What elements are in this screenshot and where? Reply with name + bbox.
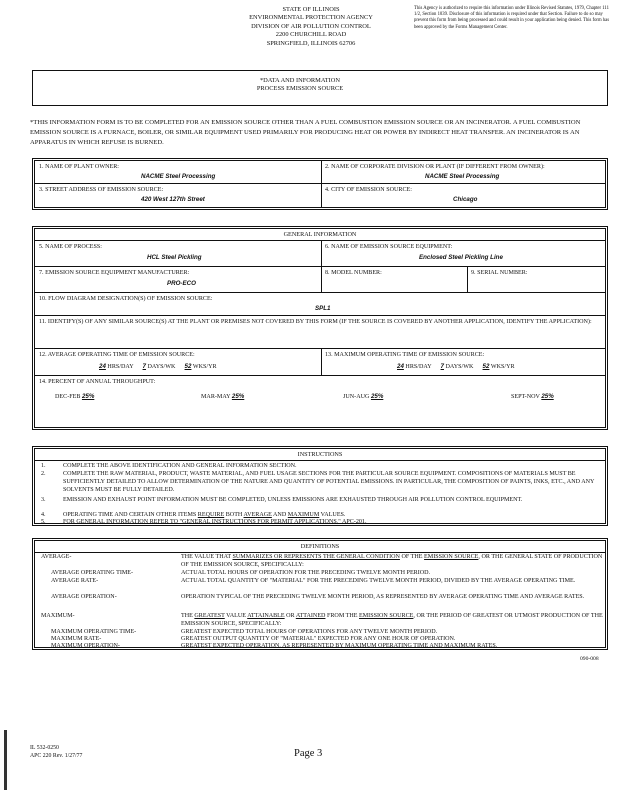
- definition-text: VALUE: [224, 613, 248, 619]
- similar-sources-label: 11. IDENTIFY(S) OF ANY SIMILAR SOURCE(S) AT THE PLANT OR PREMISES NOT COVERED BY THIS FORM (IF THE SOURCE IS COVERED BY ANOTHER APPLICATION, IDENTIFY THE APPLICATION):: [39, 319, 592, 325]
- definition-text: OF THE: [399, 554, 425, 560]
- manufacturer-label: 7. EMISSION SOURCE EQUIPMENT MANUFACTURER:: [39, 270, 190, 276]
- definition-term-average-operation: AVERAGE OPERATION-: [51, 594, 117, 600]
- street-address-label: 3. STREET ADDRESS OF EMISSION SOURCE:: [39, 187, 164, 193]
- form-title-box: [32, 70, 608, 106]
- divider: [35, 292, 605, 293]
- general-information-title: GENERAL INFORMATION: [283, 231, 357, 238]
- hours-unit: HRS/DAY: [107, 364, 134, 370]
- definition-maximum: [181, 613, 603, 629]
- definitions-title: DEFINITIONS: [300, 543, 340, 550]
- quarter-dec-feb: [55, 393, 94, 401]
- maximum-operating-time-values: [397, 363, 515, 371]
- definition-maximum-operation: GREATEST EXPECTED OPERATION, AS REPRESENTED BY MAXIMUM OPERATING TIME AND MAXIMUM RATES.: [181, 643, 498, 649]
- divider: [35, 552, 605, 553]
- divider: [35, 183, 605, 184]
- instruction-4-emphasis: REQUIRE: [197, 512, 225, 518]
- divider: [35, 266, 605, 267]
- divider: [35, 348, 605, 349]
- city-label: 4. CITY OF EMISSION SOURCE:: [325, 187, 412, 193]
- maximum-operating-time-label: 13. MAXIMUM OPERATING TIME OF EMISSION SOURCE:: [325, 352, 485, 358]
- quarter-jun-aug-field[interactable]: 25%: [370, 393, 384, 400]
- quarter-label: DEC-FEB: [55, 394, 81, 400]
- annual-throughput-label: 14. PERCENT OF ANNUAL THROUGHPUT:: [39, 379, 156, 385]
- instructions-section: [32, 446, 608, 526]
- divider: [35, 375, 605, 376]
- form-identifier: [30, 744, 82, 760]
- definition-maximum-operating-time: GREATEST EXPECTED TOTAL HOURS OF OPERATIONS FOR ANY TWELVE MONTH PERIOD.: [181, 629, 438, 635]
- definition-emphasis: SUMMARIZES OR REPRESENTS THE GENERAL CONDITION: [232, 554, 400, 560]
- definition-text: THE VALUE THAT: [181, 554, 233, 560]
- manufacturer-field[interactable]: PRO-ECO: [167, 280, 196, 287]
- definition-term-maximum-rate: MAXIMUM RATE-: [51, 636, 102, 642]
- header-line: DIVISION OF AIR POLLUTION CONTROL: [251, 22, 371, 30]
- divider: [321, 348, 322, 375]
- days-unit: DAYS/WK: [147, 364, 176, 370]
- days-unit: DAYS/WK: [445, 364, 474, 370]
- divider: [35, 240, 605, 241]
- definition-text: THE: [181, 613, 195, 619]
- definition-emphasis: EMISSION SOURCE: [424, 554, 479, 560]
- authorization-notice: This Agency is authorized to require this information under Illinois Revised Statutes, 1979, Chapter 111 1/2, Section 1039. Disclosure of this information is required under that Section. Failure to do so may prevent this form from being processed and could result in your application being denied. This form has been approved by the Forms Management Center.: [414, 6, 610, 30]
- owner-section: [32, 158, 608, 210]
- hours-unit: HRS/DAY: [405, 364, 432, 370]
- weeks-unit: WKS/YR: [192, 364, 217, 370]
- instruction-4-text: BOTH: [224, 512, 244, 518]
- definition-maximum-rate: GREATEST OUTPUT QUANTITY OF "MATERIAL" EXPECTED FOR ANY ONE HOUR OF OPERATION.: [181, 636, 456, 642]
- definition-term-average: AVERAGE-: [41, 554, 72, 560]
- definition-emphasis: EMISSION SOURCE: [359, 613, 414, 619]
- instruction-number: 3.: [41, 497, 46, 503]
- divider: [467, 266, 468, 292]
- scan-edge-mark: [4, 730, 7, 790]
- form-id-line: IL 532-0250: [30, 745, 59, 751]
- form-id-line: APC 220 Rev. 1/27/77: [30, 753, 83, 759]
- header-line: ENVIRONMENTAL PROTECTION AGENCY: [249, 14, 373, 22]
- instruction-3: EMISSION AND EXHAUST POINT INFORMATION MUST BE COMPLETED, UNLESS EMISSIONS ARE EXHAUSTED THROUGH AIR POLLUTION CONTROL EQUIPMENT.: [63, 497, 523, 503]
- definition-emphasis: GREATEST: [194, 613, 225, 619]
- average-weeks-field[interactable]: 52: [184, 363, 192, 370]
- instructions-title: INSTRUCTIONS: [297, 451, 343, 458]
- process-name-label: 5. NAME OF PROCESS:: [39, 244, 102, 250]
- quarter-jun-aug: [343, 393, 383, 401]
- header-line: 2200 CHURCHILL ROAD: [275, 31, 347, 39]
- divider: [321, 161, 322, 207]
- instruction-4-emphasis: AVERAGE: [243, 512, 272, 518]
- form-title: [33, 77, 607, 93]
- quarter-sept-nov: [511, 393, 554, 401]
- quarter-sept-nov-field[interactable]: 25%: [541, 393, 554, 400]
- agency-header: [236, 6, 386, 48]
- header-line: SPRINGFIELD, ILLINOIS 62706: [266, 39, 356, 47]
- definition-term-average-rate: AVERAGE RATE-: [51, 578, 99, 584]
- corporate-division-label: 2. NAME OF CORPORATE DIVISION OR PLANT (IF DIFFERENT FROM OWNER):: [325, 164, 545, 170]
- instruction-number: 2.: [41, 471, 46, 477]
- quarter-mar-may-field[interactable]: 25%: [231, 393, 245, 400]
- definition-average-rate: ACTUAL TOTAL QUANTITY OF "MATERIAL" FOR THE PRECEDING TWELVE MONTH PERIOD, DIVIDED BY THE AVERAGE OPERATING TIME.: [181, 578, 576, 584]
- instruction-2: COMPLETE THE RAW MATERIAL, PRODUCT, WASTE MATERIAL, AND FUEL USAGE SECTIONS FOR THE PARTICULAR SOURCE EQUIPMENT. COMPOSITIONS OF MATERIALS MUST BE SUFFICIENTLY DETAILED TO ALLOW DETERMINATION OF THE NATURE AND QUANTITY OF POTENTIAL EMISSIONS. IN PARTICULAR, THE COMPOSITION OF PAINTS, INKS, ETC., AND ANY SOLVENTS MUST BE FULLY DETAILED.: [63, 471, 595, 493]
- street-address-field[interactable]: 420 West 127th Street: [141, 196, 205, 203]
- divider: [35, 315, 605, 316]
- definition-text: , OR THE GENERAL STATE OF PRODUCTION OF THE EMISSION SOURCE, SPECIFICALLY:: [181, 554, 603, 568]
- maximum-hours-field[interactable]: 24: [397, 363, 404, 370]
- header-line: STATE OF ILLINOIS: [282, 6, 340, 13]
- process-name-field[interactable]: HCL Steel Pickling: [147, 254, 202, 261]
- quarter-label: SEPT-NOV: [511, 394, 540, 400]
- instruction-number: 1.: [41, 463, 46, 469]
- definition-term-maximum-operation: MAXIMUM OPERATION-: [51, 643, 120, 649]
- instruction-number: 4.: [41, 512, 46, 518]
- instruction-1: COMPLETE THE ABOVE IDENTIFICATION AND GENERAL INFORMATION SECTION.: [63, 463, 297, 469]
- general-information-section: [32, 226, 608, 430]
- quarter-mar-may: [201, 393, 244, 401]
- divider: [35, 460, 605, 461]
- flow-diagram-field[interactable]: SPL1: [315, 305, 331, 312]
- city-field[interactable]: Chicago: [453, 196, 478, 203]
- average-operating-time-values: [99, 363, 217, 371]
- definition-emphasis: ATTAINABLE: [247, 613, 285, 619]
- definition-average: [181, 554, 603, 570]
- definition-text: , OR THE PERIOD OF GREATEST OR UTMOST PRODUCTION OF THE EMISSION SOURCE, SPECIFICALLY:: [181, 613, 603, 627]
- document-code: 090-008: [580, 656, 599, 662]
- flow-diagram-label: 10. FLOW DIAGRAM DESIGNATION(S) OF EMISSION SOURCE:: [39, 296, 213, 302]
- definition-text: FROM THE: [325, 613, 360, 619]
- quarter-dec-feb-field[interactable]: 25%: [81, 393, 95, 400]
- definition-text: OR: [284, 613, 296, 619]
- average-operating-time-label: 12. AVERAGE OPERATING TIME OF EMISSION SOURCE:: [39, 352, 195, 358]
- maximum-days-field[interactable]: 7: [440, 363, 444, 370]
- emission-equipment-field[interactable]: Enclosed Steel Pickling Line: [419, 254, 503, 261]
- definition-average-operation: OPERATION TYPICAL OF THE PRECEDING TWELVE MONTH PERIOD, AS REPRESENTED BY AVERAGE OPERATING TIME AND AVERAGE RATES.: [181, 594, 585, 600]
- form-title-line-2: PROCESS EMISSION SOURCE: [256, 85, 344, 92]
- plant-owner-field[interactable]: NACME Steel Processing: [141, 173, 216, 180]
- intro-paragraph: *THIS INFORMATION FORM IS TO BE COMPLETED FOR AN EMISSION SOURCE OTHER THAN A FUEL COMBUSTION EMISSION SOURCE OR AN INCINERATOR. A FUEL COMBUSTION EMISSION SOURCE IS A FURNACE, BOILER, OR SIMILAR EQUIPMENT USED PRIMARILY FOR PRODUCING HEAT OR POWER BY INDIRECT HEAT TRANSFER. AN INCINERATOR IS AN APPARATUS IN WHICH REFUSE IS BURNED.: [30, 119, 581, 147]
- instruction-4-text: OPERATING TIME AND CERTAIN OTHER ITEMS: [63, 512, 198, 518]
- instruction-number: 5.: [41, 519, 46, 525]
- instruction-4-text: VALUES.: [319, 512, 346, 518]
- definition-emphasis: ATTAINED: [295, 613, 326, 619]
- maximum-weeks-field[interactable]: 52: [482, 363, 490, 370]
- serial-number-label: 9. SERIAL NUMBER:: [471, 270, 528, 276]
- definition-term-maximum-operating-time: MAXIMUM OPERATING TIME-: [51, 629, 137, 635]
- form-title-line-1: *DATA AND INFORMATION: [259, 77, 341, 84]
- plant-owner-label: 1. NAME OF PLANT OWNER:: [39, 164, 119, 170]
- definition-term-maximum: MAXIMUM-: [41, 613, 75, 619]
- definition-average-operating-time: ACTUAL TOTAL HOURS OF OPERATION FOR THE PRECEDING TWELVE MONTH PERIOD.: [181, 570, 431, 576]
- average-days-field[interactable]: 7: [142, 363, 146, 370]
- quarter-label: MAR-MAY: [201, 394, 231, 400]
- definitions-section: [32, 538, 608, 650]
- model-number-label: 8. MODEL NUMBER:: [325, 270, 382, 276]
- instruction-4-text: AND: [271, 512, 288, 518]
- weeks-unit: WKS/YR: [490, 364, 515, 370]
- corporate-division-field[interactable]: NACME Steel Processing: [425, 173, 500, 180]
- emission-equipment-label: 6. NAME OF EMISSION SOURCE EQUIPMENT:: [325, 244, 453, 250]
- page-number: Page 3: [294, 748, 323, 759]
- quarter-label: JUN-AUG: [343, 394, 370, 400]
- average-hours-field[interactable]: 24: [99, 363, 106, 370]
- definition-term-average-operating-time: AVERAGE OPERATING TIME-: [51, 570, 134, 576]
- instruction-4-emphasis: MAXIMUM: [287, 512, 320, 518]
- instruction-5: FOR GENERAL INFORMATION REFER TO "GENERAL INSTRUCTIONS FOR PERMIT APPLICATIONS," APC-201.: [63, 519, 367, 525]
